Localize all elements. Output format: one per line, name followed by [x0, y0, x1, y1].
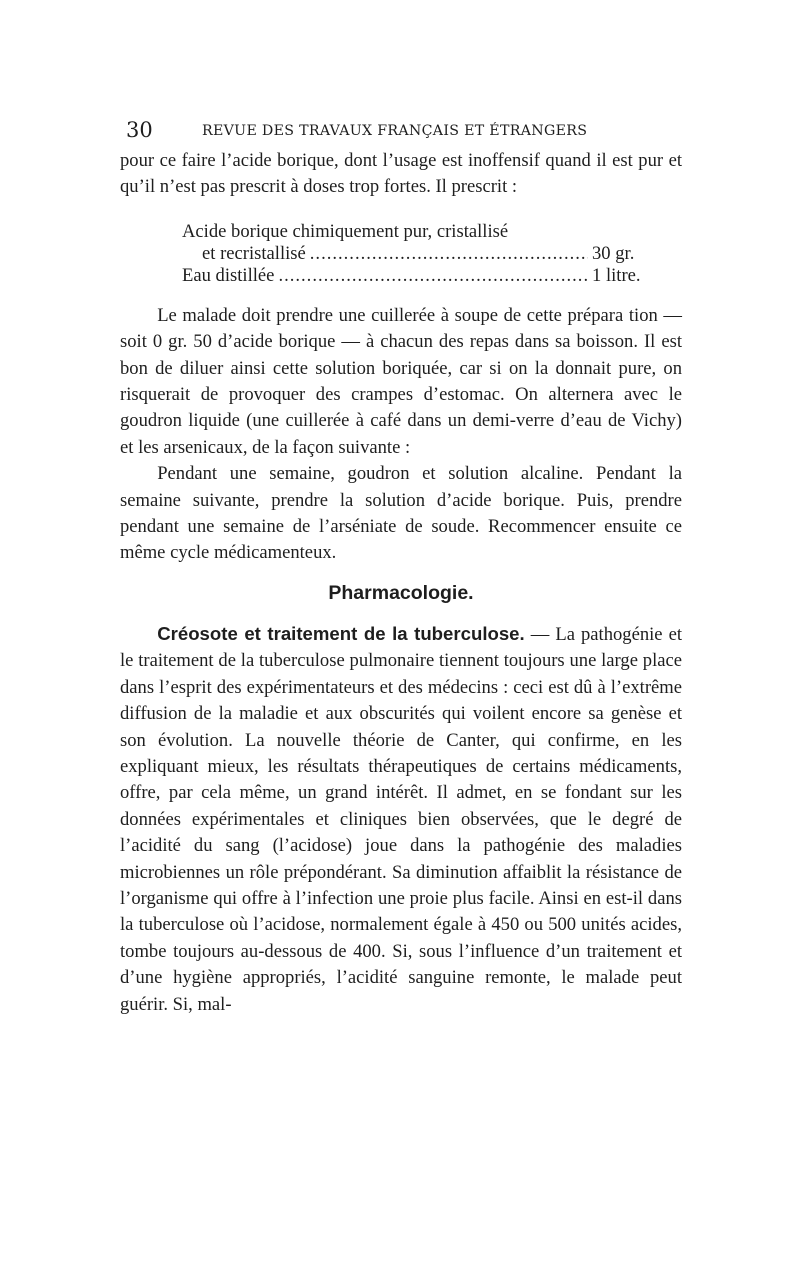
section-body: — La pathogénie et le traitement de la tuberculose pulmonaire tiennent toujours une large place dans l’esprit des expérimentateurs et des médecins : ceci est dû à l’extrême diffusion de la maladie et aux obscurités qui voilent encore sa genèse et son évolution. La nouvelle théorie de Canter, qui confirme, en les expliquant mieux, les résultats thérapeutiques de certains médicaments, offre, par cela même, un grand intérêt. Il admet, en se fondant sur les données expérimentales et cliniques bien observées, que le degré de l’acidité du sang (l’acidose) joue dans la pathogénie des maladies microbiennes un rôle prépondérant. Sa diminution affaiblit la résistance de l’organisme qui offre à l’infection une proie plus facile. Ainsi en est-il dans la tuberculose où l’acidose, normalement égale à 450 ou 500 unités acides, tombe toujours au-dessous de 400. Si, sous l’influence d’un traitement et d’une hygiène appropriés, l’acidité sanguine remonte, le malade peut guérir. Si, mal-	[120, 623, 683, 1015]
leader-dots	[278, 265, 588, 287]
prescription-line	[182, 243, 646, 265]
prescription-line	[182, 221, 646, 243]
cycle-paragraph: Pendant une semaine, goudron et solution alcaline. Pendant la semaine suivante, prendre la solution d’acide borique. Puis, prendre pendant une semaine de l’arséniate de soude. Recommencer ensuite ce même cycle médicamenteux.	[120, 463, 682, 564]
intro-paragraph: pour ce faire l’acide borique, dont l’usage est inoffensif quand il est pur et qu’il n’est pas prescrit à doses trop fortes. Il prescrit :	[120, 150, 682, 198]
book-page	[120, 118, 682, 1018]
running-title: REVUE DES TRAVAUX FRANÇAIS ET ÉTRANGERS	[202, 123, 588, 139]
prescription	[182, 221, 646, 287]
prescription-item: Eau distillée	[182, 264, 275, 286]
dosage-paragraph: Le malade doit prendre une cuillerée à soupe de cette prépara tion — soit 0 gr. 50 d’acide borique — à chacun des repas dans sa boisson. Il est bon de diluer ainsi cette solution boriquée, car si on la donnait pure, on risquerait de provoquer des crampes d’estomac. On alternera avec le goudron liquide (une cuillerée à café dans un demi-verre d’eau de Vichy) et les arsenicaux, de la façon suivante :	[120, 304, 682, 458]
prescription-item: Acide borique chimiquement pur, cristallisé	[182, 220, 509, 242]
runin-title: Créosote et traitement de la tuberculose.	[157, 622, 525, 644]
prescription-line	[182, 265, 646, 287]
page-number: 30	[126, 118, 153, 142]
body-text	[120, 148, 682, 1018]
prescription-amount: 1 litre.	[592, 264, 641, 286]
prescription-amount: 30 gr.	[592, 242, 635, 264]
section-heading: Pharmacologie.	[328, 581, 474, 604]
running-header	[120, 118, 682, 148]
leader-dots	[310, 243, 588, 265]
section-paragraph	[120, 621, 682, 1018]
prescription-item: et recristallisé	[202, 242, 306, 264]
